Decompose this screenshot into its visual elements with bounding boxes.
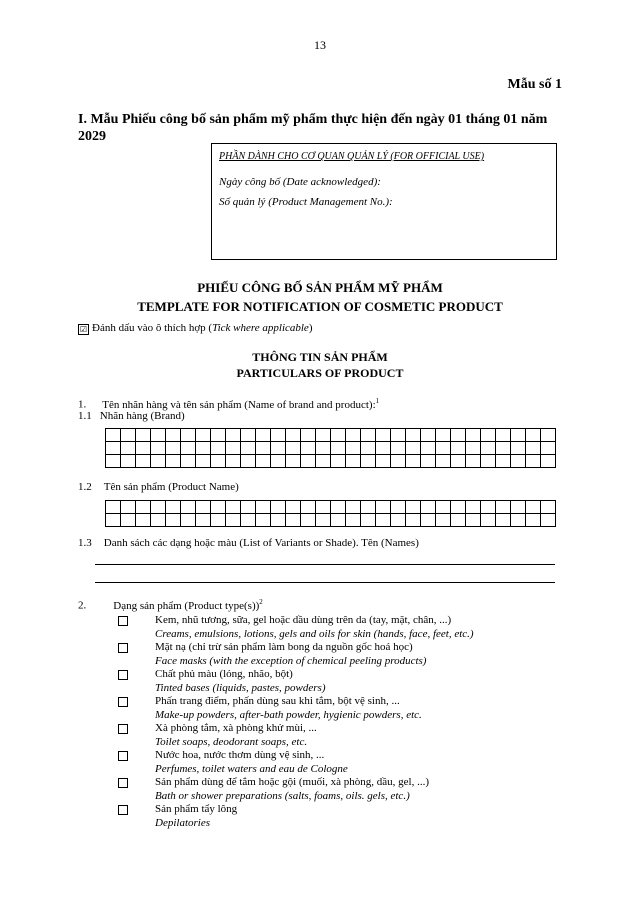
grid-cell[interactable] bbox=[241, 455, 256, 468]
grid-cell[interactable] bbox=[106, 455, 121, 468]
grid-cell[interactable] bbox=[331, 514, 346, 527]
grid-cell[interactable] bbox=[481, 501, 496, 514]
grid-cell[interactable] bbox=[271, 501, 286, 514]
grid-cell[interactable] bbox=[406, 442, 421, 455]
particulars-title-en: PARTICULARS OF PRODUCT bbox=[236, 366, 404, 380]
product-type-label-en: Toilet soaps, deodorant soaps, etc. bbox=[155, 736, 308, 748]
grid-cell[interactable] bbox=[301, 442, 316, 455]
product-type-option bbox=[155, 748, 348, 776]
grid-cell[interactable] bbox=[256, 514, 271, 527]
grid-cell[interactable] bbox=[421, 501, 436, 514]
grid-cell[interactable] bbox=[436, 455, 451, 468]
grid-cell[interactable] bbox=[226, 429, 241, 442]
grid-cell[interactable] bbox=[481, 442, 496, 455]
grid-cell[interactable] bbox=[481, 514, 496, 527]
variant-names-line-1[interactable] bbox=[95, 564, 555, 565]
product-type-checkbox[interactable] bbox=[118, 724, 128, 734]
item-1-1: 1.1 Nhãn hàng (Brand) bbox=[78, 410, 185, 422]
grid-cell[interactable] bbox=[316, 514, 331, 527]
grid-cell[interactable] bbox=[166, 455, 181, 468]
grid-cell[interactable] bbox=[301, 455, 316, 468]
grid-cell[interactable] bbox=[361, 442, 376, 455]
grid-cell[interactable] bbox=[466, 455, 481, 468]
date-acknowledged-label: Ngày công bố (Date acknowledged): bbox=[219, 176, 381, 188]
grid-cell[interactable] bbox=[376, 442, 391, 455]
grid-cell[interactable] bbox=[166, 442, 181, 455]
grid-cell[interactable] bbox=[301, 514, 316, 527]
grid-cell[interactable] bbox=[541, 501, 556, 514]
item-1-3: 1.3 Danh sách các dạng hoặc màu (List of Variants or Shade). Tên (Names) bbox=[78, 537, 419, 549]
grid-cell[interactable] bbox=[541, 429, 556, 442]
grid-cell[interactable] bbox=[361, 501, 376, 514]
grid-cell[interactable] bbox=[331, 455, 346, 468]
product-type-checkbox[interactable] bbox=[118, 670, 128, 680]
grid-cell[interactable] bbox=[421, 455, 436, 468]
grid-cell[interactable] bbox=[511, 514, 526, 527]
grid-cell[interactable] bbox=[226, 455, 241, 468]
product-type-checkbox[interactable] bbox=[118, 805, 128, 815]
form-number: Mẫu số 1 bbox=[507, 77, 562, 92]
grid-cell[interactable] bbox=[496, 501, 511, 514]
grid-cell[interactable] bbox=[121, 442, 136, 455]
grid-cell[interactable] bbox=[166, 429, 181, 442]
product-type-option bbox=[155, 802, 237, 830]
grid-cell[interactable] bbox=[271, 442, 286, 455]
grid-cell[interactable] bbox=[376, 501, 391, 514]
product-type-option bbox=[155, 640, 426, 668]
grid-cell[interactable] bbox=[301, 501, 316, 514]
grid-cell[interactable] bbox=[106, 429, 121, 442]
grid-cell[interactable] bbox=[196, 501, 211, 514]
grid-cell[interactable] bbox=[166, 514, 181, 527]
grid-cell[interactable] bbox=[346, 501, 361, 514]
product-type-label-en: Face masks (with the exception of chemical peeling products) bbox=[155, 655, 427, 667]
product-type-label-vi: Sản phẩm tẩy lông bbox=[155, 803, 238, 815]
product-type-label-vi: Mặt nạ (chỉ trừ sản phẩm làm bong da nguồn gốc hoá học) bbox=[155, 641, 413, 653]
grid-cell[interactable] bbox=[436, 442, 451, 455]
product-name-grid[interactable] bbox=[105, 500, 556, 527]
product-type-label-en: Depilatories bbox=[155, 817, 210, 829]
grid-cell[interactable] bbox=[481, 455, 496, 468]
brand-name-grid[interactable] bbox=[105, 428, 556, 468]
grid-cell[interactable] bbox=[391, 429, 406, 442]
grid-cell[interactable] bbox=[316, 429, 331, 442]
grid-cell[interactable] bbox=[346, 429, 361, 442]
grid-cell[interactable] bbox=[136, 442, 151, 455]
grid-cell[interactable] bbox=[106, 514, 121, 527]
grid-cell[interactable] bbox=[391, 501, 406, 514]
grid-cell[interactable] bbox=[541, 514, 556, 527]
grid-cell[interactable] bbox=[526, 429, 541, 442]
checked-box-icon: ☑ bbox=[79, 325, 88, 334]
grid-cell[interactable] bbox=[151, 442, 166, 455]
grid-cell[interactable] bbox=[226, 442, 241, 455]
grid-cell[interactable] bbox=[406, 514, 421, 527]
grid-cell[interactable] bbox=[136, 429, 151, 442]
grid-cell[interactable] bbox=[541, 455, 556, 468]
grid-cell[interactable] bbox=[136, 514, 151, 527]
grid-cell[interactable] bbox=[511, 429, 526, 442]
grid-cell[interactable] bbox=[256, 501, 271, 514]
grid-cell[interactable] bbox=[106, 501, 121, 514]
product-type-label-en: Perfumes, toilet waters and eau de Cologne bbox=[155, 763, 348, 775]
grid-cell[interactable] bbox=[391, 442, 406, 455]
grid-cell[interactable] bbox=[241, 442, 256, 455]
product-type-option bbox=[155, 721, 317, 749]
grid-cell[interactable] bbox=[526, 455, 541, 468]
grid-cell[interactable] bbox=[181, 442, 196, 455]
grid-cell[interactable] bbox=[226, 514, 241, 527]
grid-cell[interactable] bbox=[421, 442, 436, 455]
grid-cell[interactable] bbox=[511, 455, 526, 468]
grid-cell[interactable] bbox=[196, 514, 211, 527]
grid-cell[interactable] bbox=[451, 501, 466, 514]
grid-cell[interactable] bbox=[466, 429, 481, 442]
grid-cell[interactable] bbox=[451, 514, 466, 527]
grid-cell[interactable] bbox=[451, 455, 466, 468]
grid-cell[interactable] bbox=[436, 501, 451, 514]
grid-cell[interactable] bbox=[451, 442, 466, 455]
product-type-option bbox=[155, 775, 429, 803]
grid-cell[interactable] bbox=[511, 442, 526, 455]
grid-cell[interactable] bbox=[121, 514, 136, 527]
grid-cell[interactable] bbox=[211, 501, 226, 514]
grid-cell[interactable] bbox=[361, 514, 376, 527]
product-type-label-vi: Chất phủ màu (lỏng, nhão, bột) bbox=[155, 668, 293, 680]
grid-cell[interactable] bbox=[301, 429, 316, 442]
grid-cell[interactable] bbox=[496, 442, 511, 455]
product-type-checkbox[interactable] bbox=[118, 697, 128, 707]
grid-cell[interactable] bbox=[331, 442, 346, 455]
grid-cell[interactable] bbox=[166, 501, 181, 514]
product-type-label-en: Make-up powders, after-bath powder, hygienic powders, etc. bbox=[155, 709, 422, 721]
grid-cell[interactable] bbox=[211, 455, 226, 468]
grid-cell[interactable] bbox=[241, 514, 256, 527]
grid-cell[interactable] bbox=[376, 429, 391, 442]
particulars-title-vi: THÔNG TIN SẢN PHẨM bbox=[252, 350, 388, 364]
grid-cell[interactable] bbox=[496, 455, 511, 468]
item-1: 1. Tên nhãn hàng và tên sản phẩm (Name of brand and product):$^1$ bbox=[78, 397, 380, 411]
page-number: 13 bbox=[314, 38, 326, 52]
grid-cell[interactable] bbox=[286, 514, 301, 527]
grid-cell[interactable] bbox=[271, 455, 286, 468]
grid-cell[interactable] bbox=[256, 455, 271, 468]
grid-cell[interactable] bbox=[211, 429, 226, 442]
product-type-checkbox[interactable] bbox=[118, 778, 128, 788]
grid-cell[interactable] bbox=[376, 514, 391, 527]
grid-cell[interactable] bbox=[331, 501, 346, 514]
grid-cell[interactable] bbox=[421, 429, 436, 442]
product-type-label-en: Bath or shower preparations (salts, foams, oils. gels, etc.) bbox=[155, 790, 410, 802]
grid-cell[interactable] bbox=[241, 501, 256, 514]
product-type-label-en: Tinted bases (liquids, pastes, powders) bbox=[155, 682, 326, 694]
grid-cell[interactable] bbox=[196, 455, 211, 468]
grid-cell[interactable] bbox=[286, 455, 301, 468]
grid-cell[interactable] bbox=[496, 429, 511, 442]
grid-cell[interactable] bbox=[256, 442, 271, 455]
grid-cell[interactable] bbox=[286, 501, 301, 514]
grid-cell[interactable] bbox=[136, 455, 151, 468]
product-type-label-vi: Xà phòng tắm, xà phòng khử mùi, ... bbox=[155, 722, 317, 734]
product-type-option bbox=[155, 694, 422, 722]
tick-instruction: ☑ Đánh dấu vào ô thích hợp (Tick where applicable) bbox=[79, 322, 313, 334]
grid-cell[interactable] bbox=[421, 514, 436, 527]
product-management-no-label: Số quản lý (Product Management No.): bbox=[219, 196, 393, 208]
grid-cell[interactable] bbox=[151, 501, 166, 514]
grid-cell[interactable] bbox=[121, 501, 136, 514]
grid-cell[interactable] bbox=[466, 501, 481, 514]
grid-cell[interactable] bbox=[181, 501, 196, 514]
grid-cell[interactable] bbox=[316, 501, 331, 514]
grid-cell[interactable] bbox=[526, 514, 541, 527]
grid-cell[interactable] bbox=[121, 429, 136, 442]
grid-cell[interactable] bbox=[316, 455, 331, 468]
grid-cell[interactable] bbox=[376, 455, 391, 468]
product-type-label-vi: Kem, nhũ tương, sữa, gel hoặc dầu dùng trên da (tay, mặt, chân, ...) bbox=[155, 614, 452, 626]
grid-cell[interactable] bbox=[151, 429, 166, 442]
grid-cell[interactable] bbox=[331, 429, 346, 442]
grid-cell[interactable] bbox=[526, 442, 541, 455]
grid-cell[interactable] bbox=[346, 514, 361, 527]
grid-cell[interactable] bbox=[541, 442, 556, 455]
grid-cell[interactable] bbox=[136, 501, 151, 514]
grid-cell[interactable] bbox=[211, 442, 226, 455]
grid-cell[interactable] bbox=[346, 442, 361, 455]
form-title-vi: PHIẾU CÔNG BỐ SẢN PHẨM MỸ PHẨM bbox=[197, 280, 443, 295]
grid-cell[interactable] bbox=[451, 429, 466, 442]
grid-cell[interactable] bbox=[361, 455, 376, 468]
grid-cell[interactable] bbox=[181, 429, 196, 442]
item-2: 2. Dạng sản phẩm (Product type(s))$^2$ bbox=[78, 598, 263, 612]
official-use-box bbox=[211, 143, 557, 260]
grid-cell[interactable] bbox=[481, 429, 496, 442]
grid-cell[interactable] bbox=[526, 501, 541, 514]
grid-cell[interactable] bbox=[196, 429, 211, 442]
grid-cell[interactable] bbox=[106, 442, 121, 455]
grid-cell[interactable] bbox=[496, 514, 511, 527]
grid-cell[interactable] bbox=[406, 501, 421, 514]
grid-cell[interactable] bbox=[211, 514, 226, 527]
form-title-en: TEMPLATE FOR NOTIFICATION OF COSMETIC PRODUCT bbox=[137, 299, 503, 314]
grid-cell[interactable] bbox=[181, 514, 196, 527]
grid-cell[interactable] bbox=[181, 455, 196, 468]
grid-cell[interactable] bbox=[196, 442, 211, 455]
grid-cell[interactable] bbox=[286, 429, 301, 442]
variant-names-line-2[interactable] bbox=[95, 582, 555, 583]
official-use-heading: PHẦN DÀNH CHO CƠ QUAN QUẢN LÝ (FOR OFFICIAL USE) bbox=[219, 151, 485, 162]
product-type-label-vi: Nước hoa, nước thơm dùng vệ sinh, ... bbox=[155, 749, 325, 761]
grid-cell[interactable] bbox=[226, 501, 241, 514]
product-type-label-vi: Phấn trang điểm, phấn dùng sau khi tắm, bột vệ sinh, ... bbox=[155, 695, 400, 707]
product-type-label-vi: Sản phẩm dùng để tắm hoặc gội (muối, xà phòng, dầu, gel, ...) bbox=[155, 776, 430, 788]
grid-cell[interactable] bbox=[151, 455, 166, 468]
grid-cell[interactable] bbox=[241, 429, 256, 442]
section-title: I. Mẫu Phiếu công bố sản phẩm mỹ phẩm thực hiện đến ngày 01 tháng 01 năm 2029 bbox=[78, 112, 548, 144]
grid-cell[interactable] bbox=[271, 429, 286, 442]
grid-cell[interactable] bbox=[271, 514, 286, 527]
grid-cell[interactable] bbox=[151, 514, 166, 527]
item-1-2: 1.2 Tên sản phẩm (Product Name) bbox=[78, 481, 239, 493]
grid-cell[interactable] bbox=[466, 514, 481, 527]
grid-cell[interactable] bbox=[436, 514, 451, 527]
product-type-label-en: Creams, emulsions, lotions, gels and oils for skin (hands, face, feet, etc.) bbox=[155, 628, 474, 640]
grid-cell[interactable] bbox=[286, 442, 301, 455]
product-type-option bbox=[155, 613, 474, 641]
product-type-checkbox[interactable] bbox=[118, 643, 128, 653]
grid-cell[interactable] bbox=[511, 501, 526, 514]
grid-cell[interactable] bbox=[406, 455, 421, 468]
grid-cell[interactable] bbox=[391, 514, 406, 527]
grid-cell[interactable] bbox=[406, 429, 421, 442]
grid-cell[interactable] bbox=[346, 455, 361, 468]
grid-cell[interactable] bbox=[256, 429, 271, 442]
grid-cell[interactable] bbox=[121, 455, 136, 468]
grid-cell[interactable] bbox=[436, 429, 451, 442]
product-type-checkbox[interactable] bbox=[118, 751, 128, 761]
grid-cell[interactable] bbox=[391, 455, 406, 468]
product-type-option bbox=[155, 667, 326, 695]
grid-cell[interactable] bbox=[466, 442, 481, 455]
grid-cell[interactable] bbox=[361, 429, 376, 442]
grid-cell[interactable] bbox=[316, 442, 331, 455]
product-type-checkbox[interactable] bbox=[118, 616, 128, 626]
